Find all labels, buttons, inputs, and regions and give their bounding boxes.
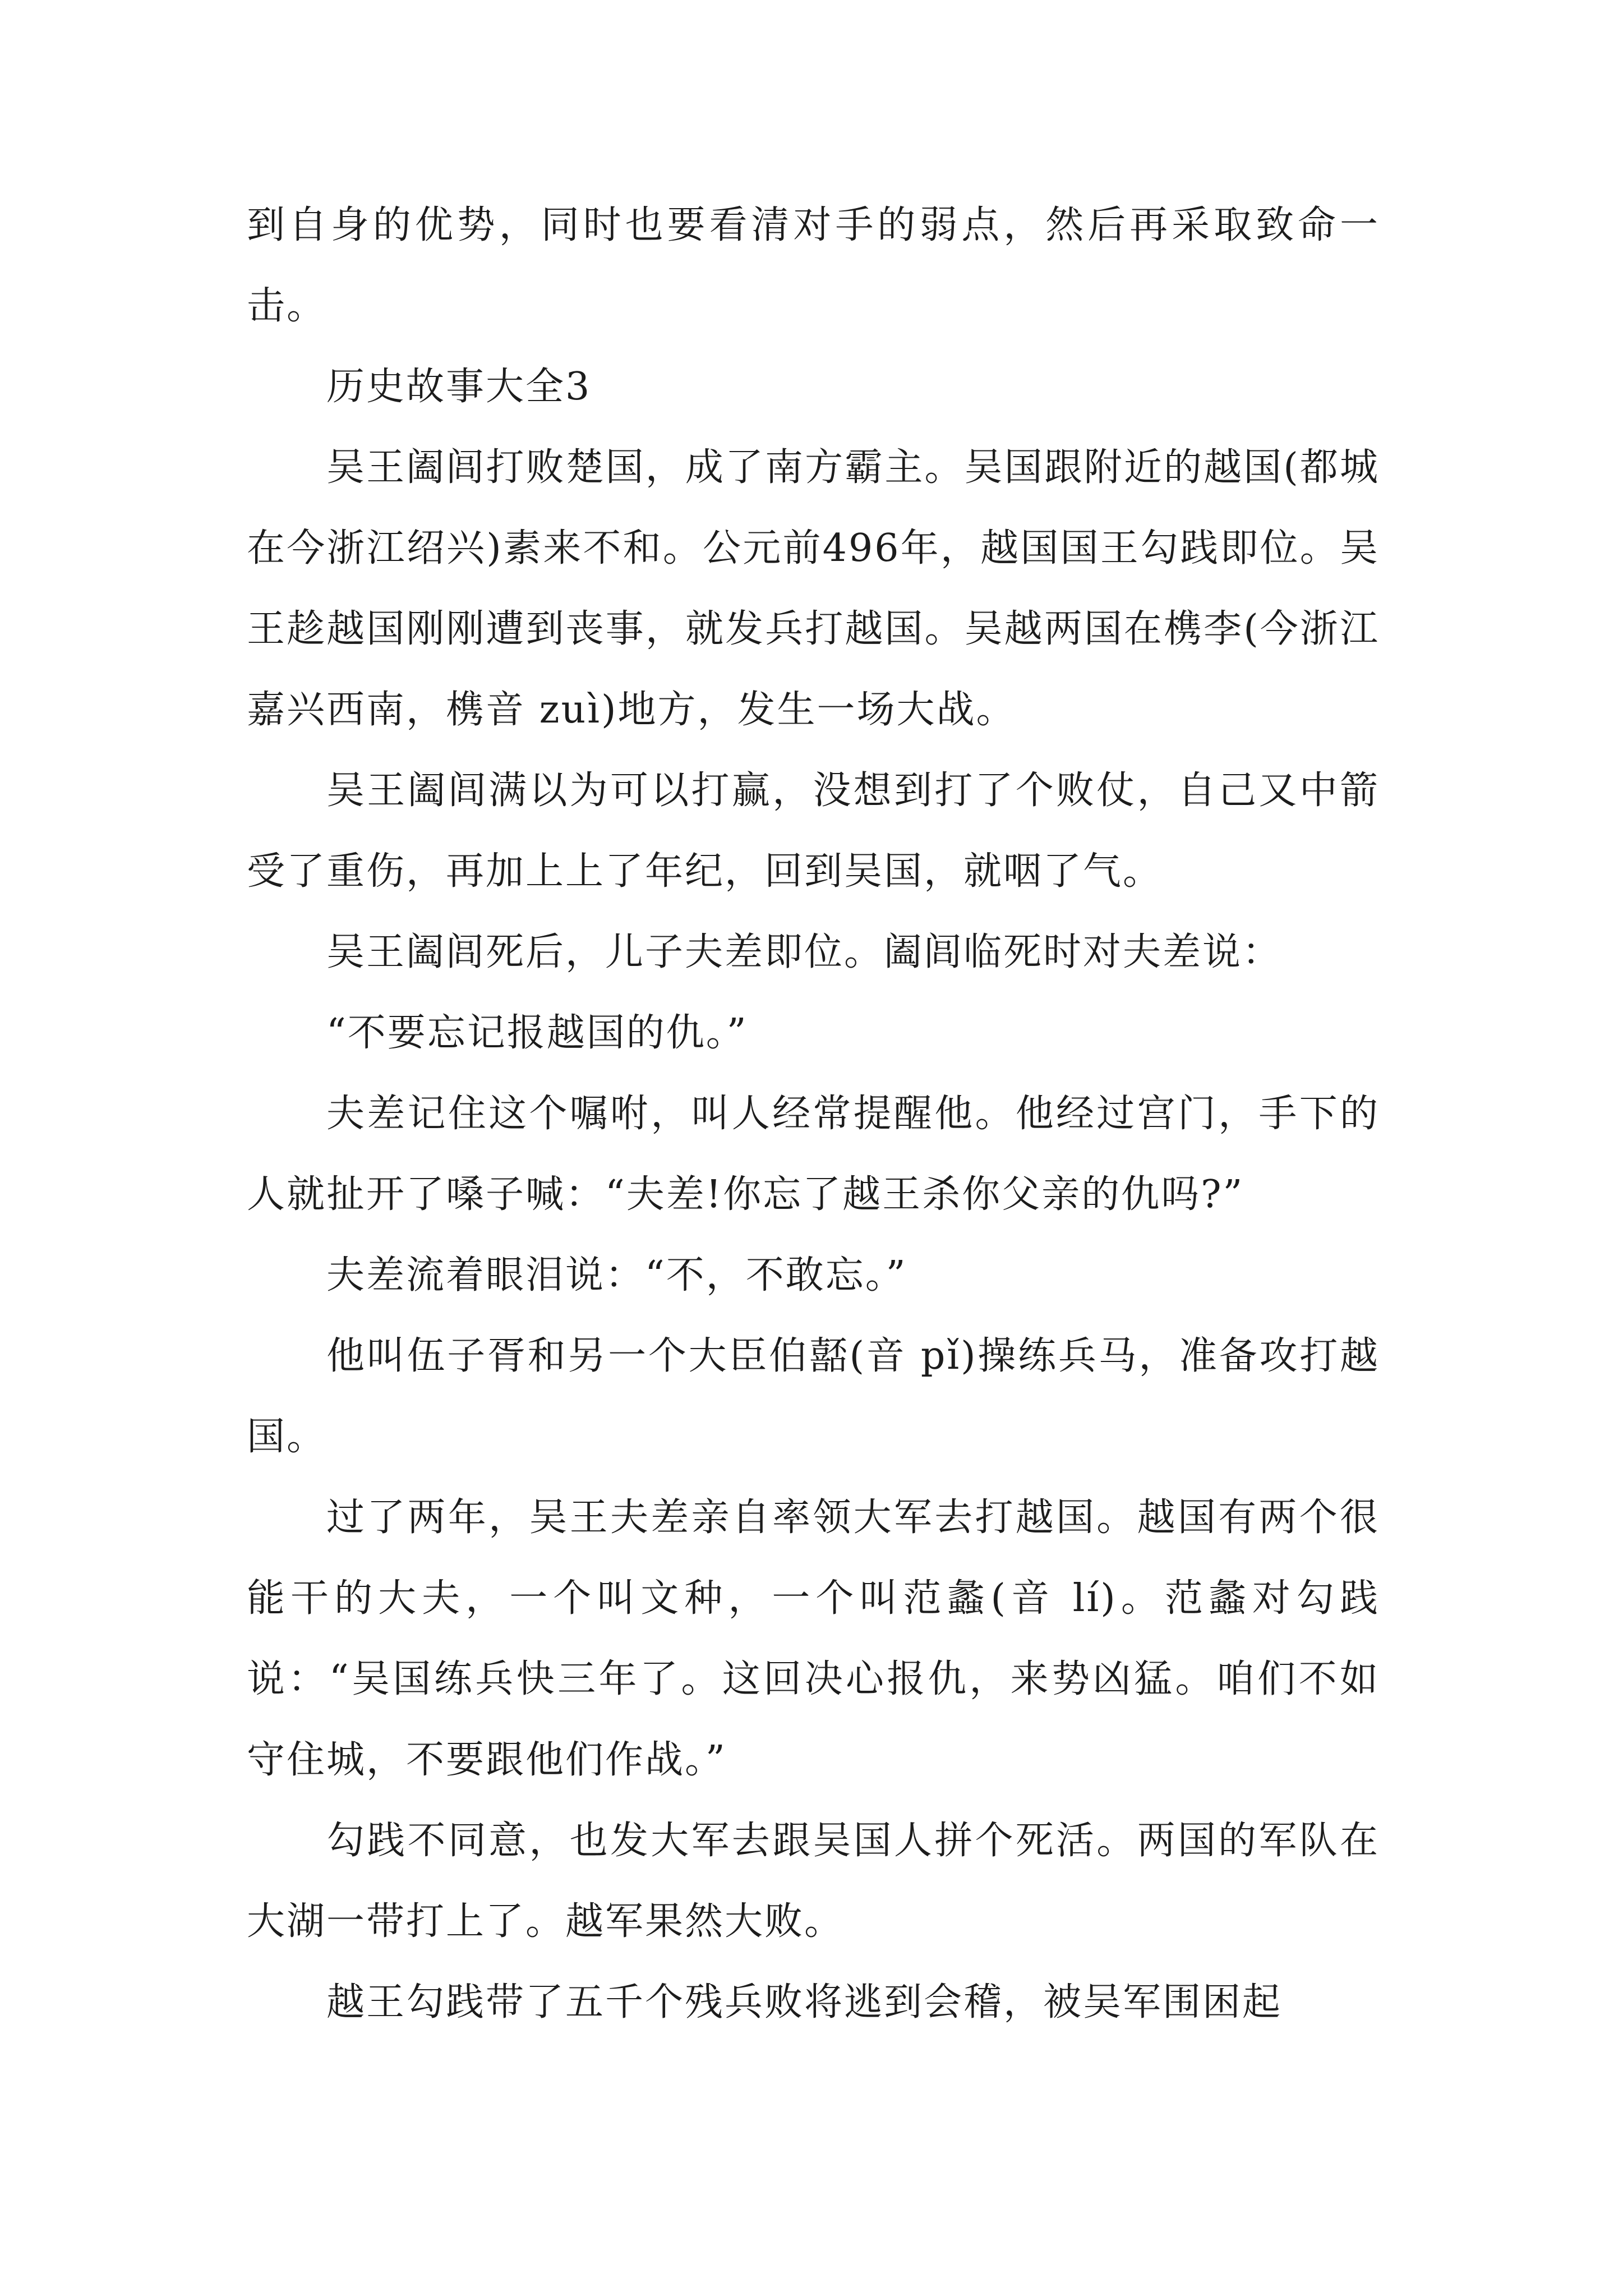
paragraph: 夫差流着眼泪说：“不，不敢忘。” (326, 1253, 907, 1297)
paragraph: 他叫伍子胥和另一个大臣伯嚭(音 pǐ)操练兵马，准备攻打越国。 (247, 1334, 1380, 1459)
paragraph: 越王勾践带了五千个残兵败将逃到会稽，被吴军围困起 (326, 1980, 1283, 2024)
paragraph: 吴王阖闾死后，儿子夫差即位。阖闾临死时对夫差说： (326, 930, 1283, 974)
document-body (247, 185, 1380, 2043)
paragraph-continuation: 到自身的优势，同时也要看清对手的弱点，然后再采取致命一击。 (247, 203, 1380, 328)
paragraph: 勾践不同意，也发大军去跟吴国人拼个死活。两国的军队在大湖一带打上了。越军果然大败。 (247, 1819, 1380, 1944)
paragraph: 吴王阖闾打败楚国，成了南方霸主。吴国跟附近的越国(都城在今浙江绍兴)素来不和。公元前496年，越国国王勾践即位。吴王趁越国刚刚遭到丧事，就发兵打越国。吴越两国在槜李(今浙江嘉兴西南，槜音 zuì)地方，发生一场大战。 (247, 445, 1380, 732)
paragraph-quote: “不要忘记报越国的仇。” (326, 1011, 748, 1055)
paragraph: 吴王阖闾满以为可以打赢，没想到打了个败仗，自己又中箭受了重伤，再加上上了年纪，回到吴国，就咽了气。 (247, 769, 1380, 894)
paragraph: 过了两年，吴王夫差亲自率领大军去打越国。越国有两个很能干的大夫，一个叫文种，一个叫范蠡(音 lí)。范蠡对勾践说：“吴国练兵快三年了。这回决心报仇，来势凶猛。咱们不如守住城，不要跟他们作战。” (247, 1496, 1380, 1782)
section-heading: 历史故事大全3 (326, 365, 592, 409)
paragraph: 夫差记住这个嘱咐，叫人经常提醒他。他经过宫门，手下的人就扯开了嗓子喊：“夫差!你忘了越王杀你父亲的仇吗?” (247, 1092, 1380, 1217)
